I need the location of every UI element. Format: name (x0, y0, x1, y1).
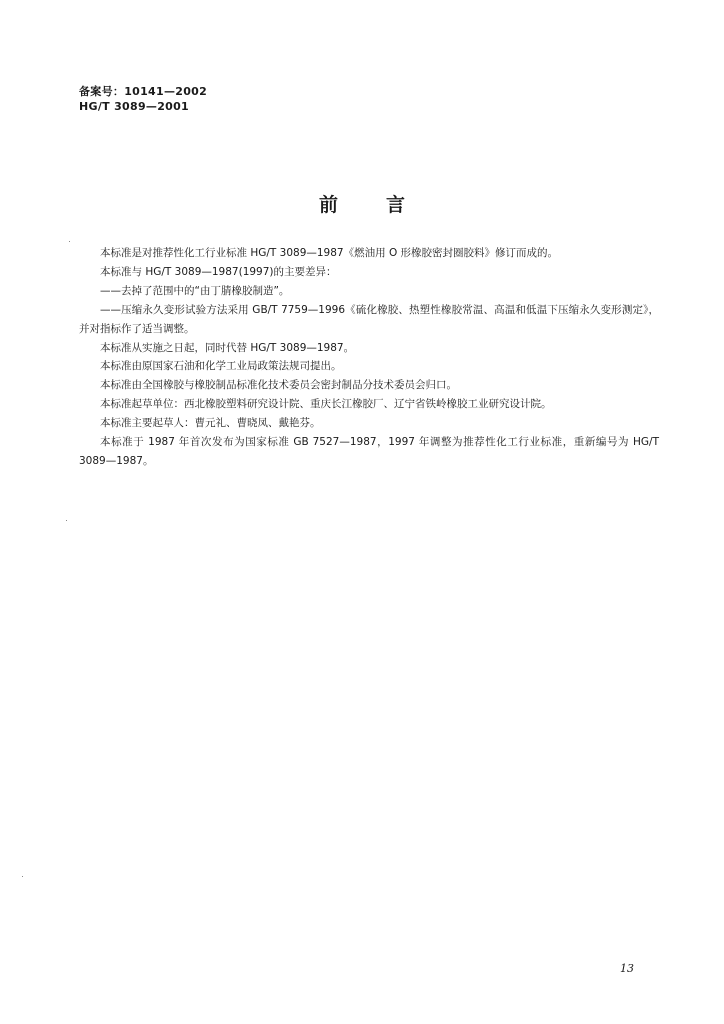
scan-speck (22, 876, 23, 877)
standard-code: HG/T 3089—2001 (79, 100, 190, 113)
page-number: 13 (620, 962, 634, 975)
paragraph-drafting-units: 本标准起草单位：西北橡胶塑料研究设计院、重庆长江橡胶厂、辽宁省铁岭橡胶工业研究设计院。 (100, 398, 552, 411)
scan-speck (66, 520, 67, 521)
scan-speck (69, 241, 70, 242)
paragraph-drafters: 本标准主要起草人：曹元礼、曹晓凤、戴艳芬。 (100, 417, 321, 430)
paragraph-technical-committee: 本标准由全国橡胶与橡胶制品标准化技术委员会密封制品分技术委员会归口。 (100, 379, 457, 392)
paragraph-difference-test-method: ——压缩永久变形试验方法采用 GB/T 7759—1996《硫化橡胶、热塑性橡胶常温、高温和低温下压缩永久变形测定》，并对指标作了适当调整。 (79, 303, 659, 335)
paragraph-effective-date: 本标准从实施之日起，同时代替 HG/T 3089—1987。 (100, 341, 355, 354)
paragraph-differences-intro: 本标准与 HG/T 3089—1987(1997)的主要差异： (100, 265, 337, 278)
paragraph-history: 本标准于 1987 年首次发布为国家标准 GB 7527—1987，1997 年调整为推荐性化工行业标准，重新编号为 HG/T 3089—1987。 (79, 436, 659, 467)
paragraph-revision-basis: 本标准是对推荐性化工行业标准 HG/T 3089—1987《燃油用 O 形橡胶密封圈胶料》修订而成的。 (100, 247, 559, 259)
page-title: 前言 (318, 194, 453, 216)
foreword-body (79, 244, 659, 471)
paragraph-difference-scope: ——去掉了范围中的“由丁腈橡胶制造”。 (100, 284, 290, 297)
paragraph-proposer: 本标准由原国家石油和化学工业局政策法规司提出。 (100, 360, 342, 373)
filing-number: 备案号：10141—2002 (79, 85, 208, 98)
